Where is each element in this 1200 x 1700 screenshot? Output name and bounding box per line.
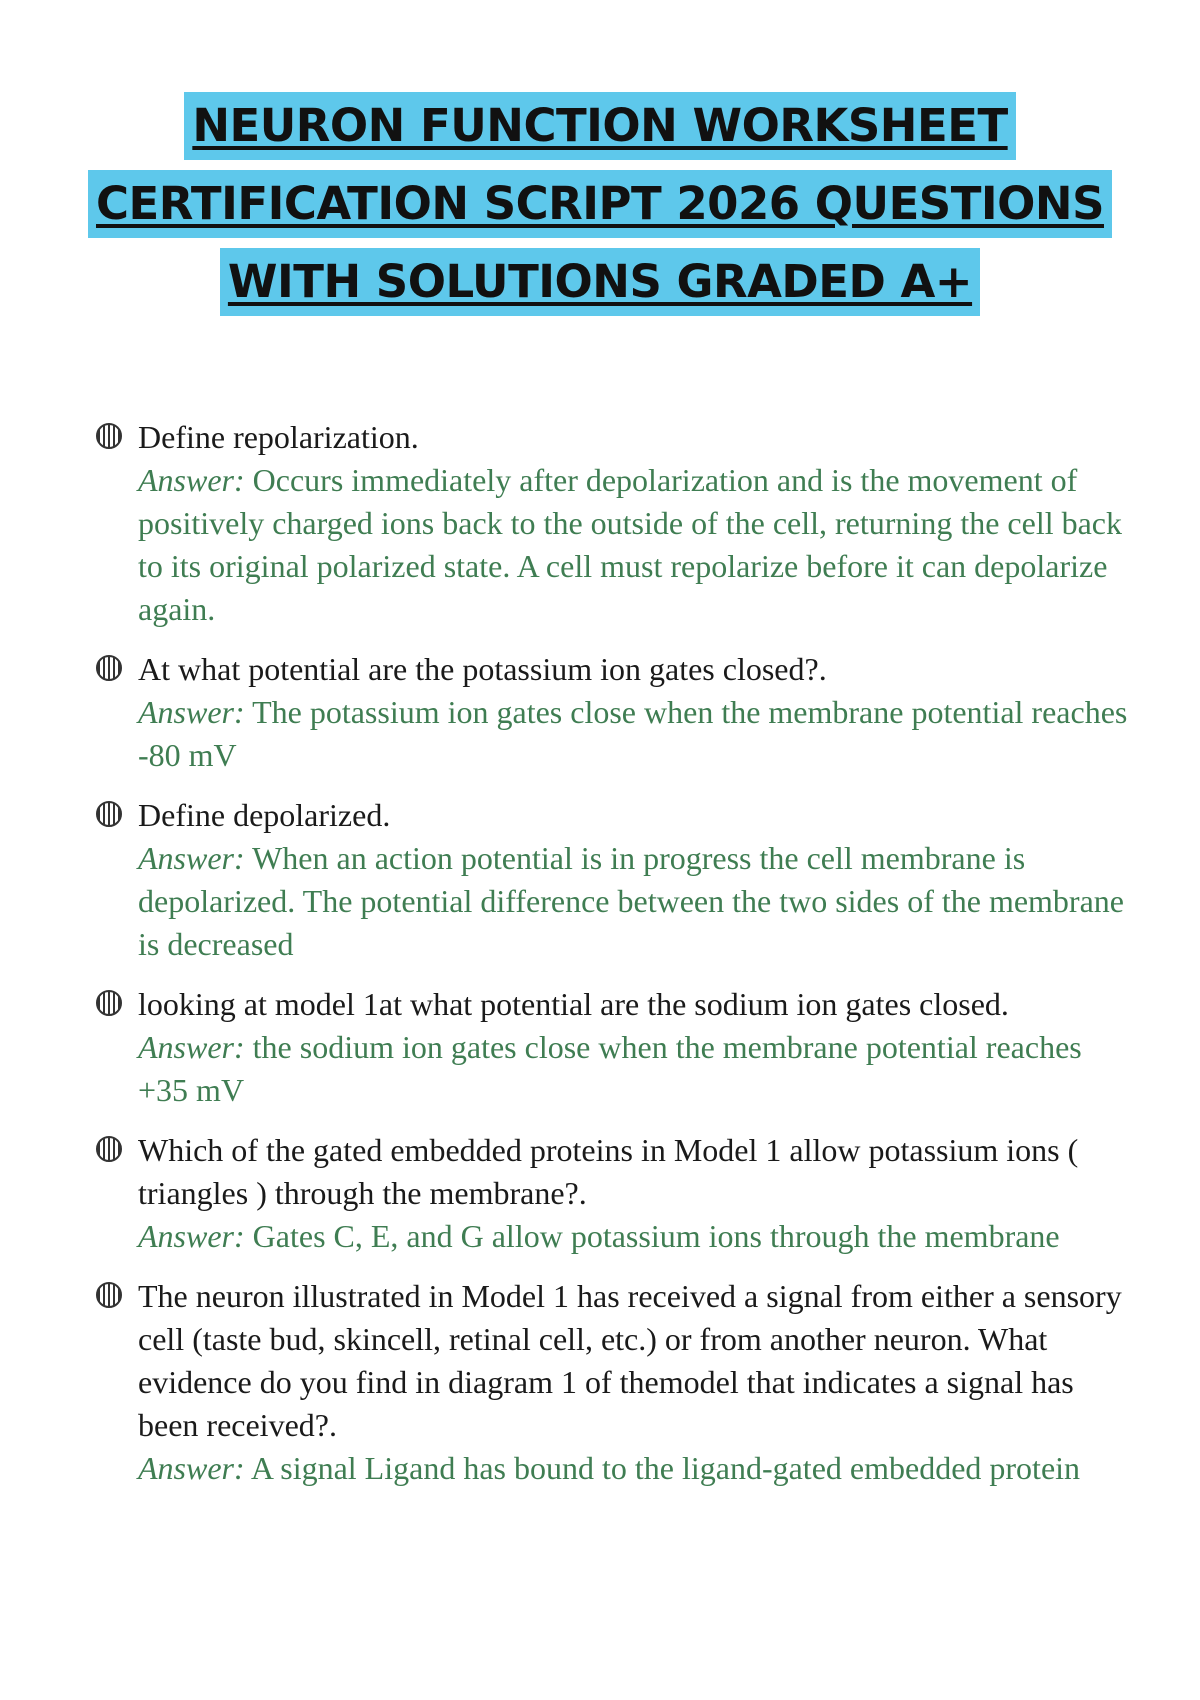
qa-item: [96, 1129, 1136, 1258]
question-text: looking at model 1at what potential are the sodium ion gates closed.: [138, 986, 1009, 1022]
answer-text: the sodium ion gates close when the membrane potential reaches +35 mV: [138, 1029, 1082, 1108]
question-text: Which of the gated embedded proteins in Model 1 allow potassium ions ( triangles ) through the membrane?.: [138, 1132, 1079, 1211]
question-text: The neuron illustrated in Model 1 has received a signal from either a sensory cell (taste bud, skincell, retinal cell, etc.) or from another neuron. What evidence do you find in diagram 1 of themodel that indicates a signal has been received?.: [138, 1278, 1122, 1443]
answer-block: [138, 1215, 1136, 1258]
bullet-icon: [96, 801, 122, 827]
qa-item: [96, 648, 1136, 777]
answer-text: Occurs immediately after depolarization and is the movement of positively charged ions back to the outside of the cell, returning the cell back to its original polarized state. A cell must repolarize before it can depolarize again.: [138, 462, 1122, 627]
answer-block: [138, 1026, 1136, 1112]
qa-item: [96, 416, 1136, 631]
title-line-2: CERTIFICATION SCRIPT 2026 QUESTIONS: [88, 170, 1112, 238]
bullet-icon: [96, 990, 122, 1016]
qa-item: [96, 794, 1136, 966]
answer-label: Answer:: [138, 1029, 245, 1065]
bullet-icon: [96, 1136, 122, 1162]
bullet-icon: [96, 1282, 122, 1308]
question-text: Define depolarized.: [138, 797, 391, 833]
answer-text: The potassium ion gates close when the membrane potential reaches -80 mV: [138, 694, 1128, 773]
page-title: [0, 92, 1200, 326]
answer-label: Answer:: [138, 462, 245, 498]
answer-text: When an action potential is in progress the cell membrane is depolarized. The potential difference between the two sides of the membrane is decreased: [138, 840, 1124, 962]
answer-block: [138, 459, 1136, 631]
title-line-3: WITH SOLUTIONS GRADED A+: [220, 248, 980, 316]
answer-label: Answer:: [138, 694, 245, 730]
bullet-icon: [96, 423, 122, 449]
qa-item: [96, 983, 1136, 1112]
answer-label: Answer:: [138, 1218, 245, 1254]
question-text: Define repolarization.: [138, 419, 419, 455]
bullet-icon: [96, 655, 122, 681]
title-line-1: NEURON FUNCTION WORKSHEET: [184, 92, 1015, 160]
answer-block: [138, 691, 1136, 777]
answer-text: A signal Ligand has bound to the ligand-gated embedded protein: [250, 1450, 1081, 1486]
question-text: At what potential are the potassium ion gates closed?.: [138, 651, 827, 687]
answer-block: [138, 1447, 1136, 1490]
answer-text: Gates C, E, and G allow potassium ions through the membrane: [252, 1218, 1060, 1254]
answer-block: [138, 837, 1136, 966]
question-list: [96, 416, 1136, 1507]
qa-item: [96, 1275, 1136, 1490]
answer-label: Answer:: [138, 1450, 245, 1486]
answer-label: Answer:: [138, 840, 245, 876]
